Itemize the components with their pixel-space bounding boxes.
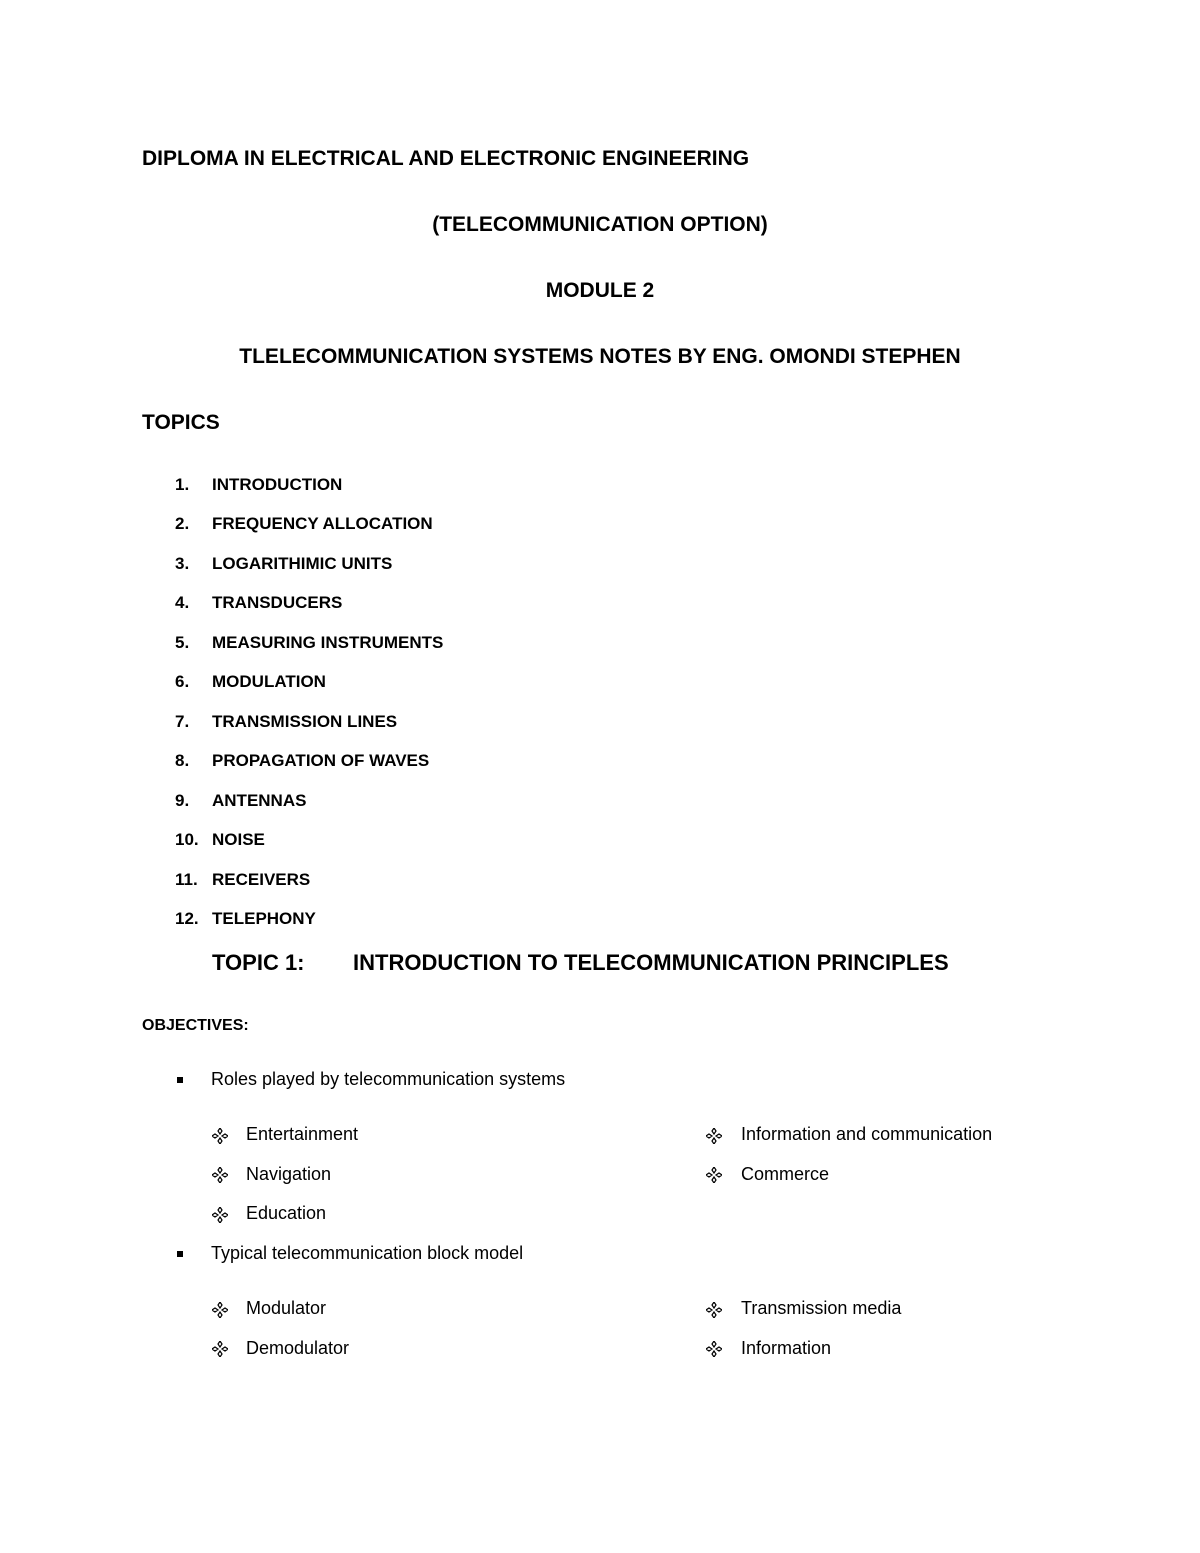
objective-bullet-text: Typical telecommunication block model	[211, 1243, 524, 1263]
list-item	[0, 830, 1200, 852]
four-diamond-bullet-icon	[212, 1207, 228, 1223]
list-item-number: 7.	[175, 712, 190, 731]
list-item-label: NOISE	[212, 830, 265, 849]
list-item-number: 3.	[175, 554, 190, 573]
list-item	[0, 712, 1200, 734]
list-item-label: LOGARITHIMIC UNITS	[212, 554, 393, 573]
list-item	[0, 593, 1200, 615]
list-item	[0, 514, 1200, 536]
list-item	[0, 554, 1200, 576]
list-item-number: 2.	[175, 514, 190, 533]
list-item	[0, 751, 1200, 773]
sub-item-text: Navigation	[246, 1164, 332, 1184]
four-diamond-bullet-icon	[706, 1167, 722, 1183]
list-item-label: MODULATION	[212, 672, 326, 691]
four-diamond-bullet-icon	[706, 1341, 722, 1357]
list-item-number: 6.	[175, 672, 190, 691]
sub-item-text: Entertainment	[246, 1124, 359, 1144]
list-item	[0, 672, 1200, 694]
sub-item-text: Transmission media	[741, 1298, 902, 1318]
list-item	[0, 791, 1200, 813]
square-bullet-icon	[177, 1077, 183, 1083]
square-bullet-icon	[177, 1251, 183, 1257]
list-item-label: INTRODUCTION	[212, 475, 343, 494]
list-item-label: TRANSMISSION LINES	[212, 712, 398, 731]
four-diamond-bullet-icon	[212, 1341, 228, 1357]
sub-item-text: Information	[741, 1338, 832, 1358]
list-item-label: ANTENNAS	[212, 791, 307, 810]
four-diamond-bullet-icon	[212, 1302, 228, 1318]
list-item-number: 5.	[175, 633, 190, 652]
four-diamond-bullet-icon	[706, 1128, 722, 1144]
list-item-label: MEASURING INSTRUMENTS	[212, 633, 444, 652]
four-diamond-bullet-icon	[212, 1128, 228, 1144]
list-item-number: 12.	[175, 909, 199, 928]
four-diamond-bullet-icon	[212, 1167, 228, 1183]
list-item-label: RECEIVERS	[212, 870, 311, 889]
list-item-number: 11.	[175, 870, 198, 889]
list-item-number: 1.	[175, 475, 190, 494]
list-item-label: FREQUENCY ALLOCATION	[212, 514, 433, 533]
topics-heading: TOPICS	[142, 411, 220, 434]
notes-title: TLELECOMMUNICATION SYSTEMS NOTES BY ENG. OMONDI STEPHEN	[239, 345, 961, 368]
objectives-heading: OBJECTIVES:	[142, 1017, 249, 1034]
sub-item-text: Education	[246, 1203, 327, 1223]
sub-item-text: Modulator	[246, 1298, 327, 1318]
list-item	[0, 475, 1200, 497]
diploma-title: DIPLOMA IN ELECTRICAL AND ELECTRONIC ENGINEERING	[142, 147, 750, 170]
objective-bullet-text: Roles played by telecommunication systems	[211, 1069, 566, 1089]
list-item	[0, 909, 1200, 931]
list-item-label: TELEPHONY	[212, 909, 316, 928]
list-item-number: 4.	[175, 593, 190, 612]
list-item	[0, 870, 1200, 892]
topic1-title: INTRODUCTION TO TELECOMMUNICATION PRINCIPLES	[353, 950, 949, 975]
list-item	[0, 633, 1200, 655]
list-item-number: 9.	[175, 791, 190, 810]
list-item-number: 8.	[175, 751, 190, 770]
four-diamond-bullet-icon	[706, 1302, 722, 1318]
module-title: MODULE 2	[545, 279, 655, 302]
sub-item-text: Information and communication	[741, 1124, 993, 1144]
sub-item-text: Commerce	[741, 1164, 830, 1184]
option-subtitle: (TELECOMMUNICATION OPTION)	[432, 213, 768, 236]
sub-item-text: Demodulator	[246, 1338, 350, 1358]
topic1-label: TOPIC 1:	[212, 950, 305, 975]
list-item-number: 10.	[175, 830, 199, 849]
list-item-label: PROPAGATION OF WAVES	[212, 751, 430, 770]
list-item-label: TRANSDUCERS	[212, 593, 343, 612]
